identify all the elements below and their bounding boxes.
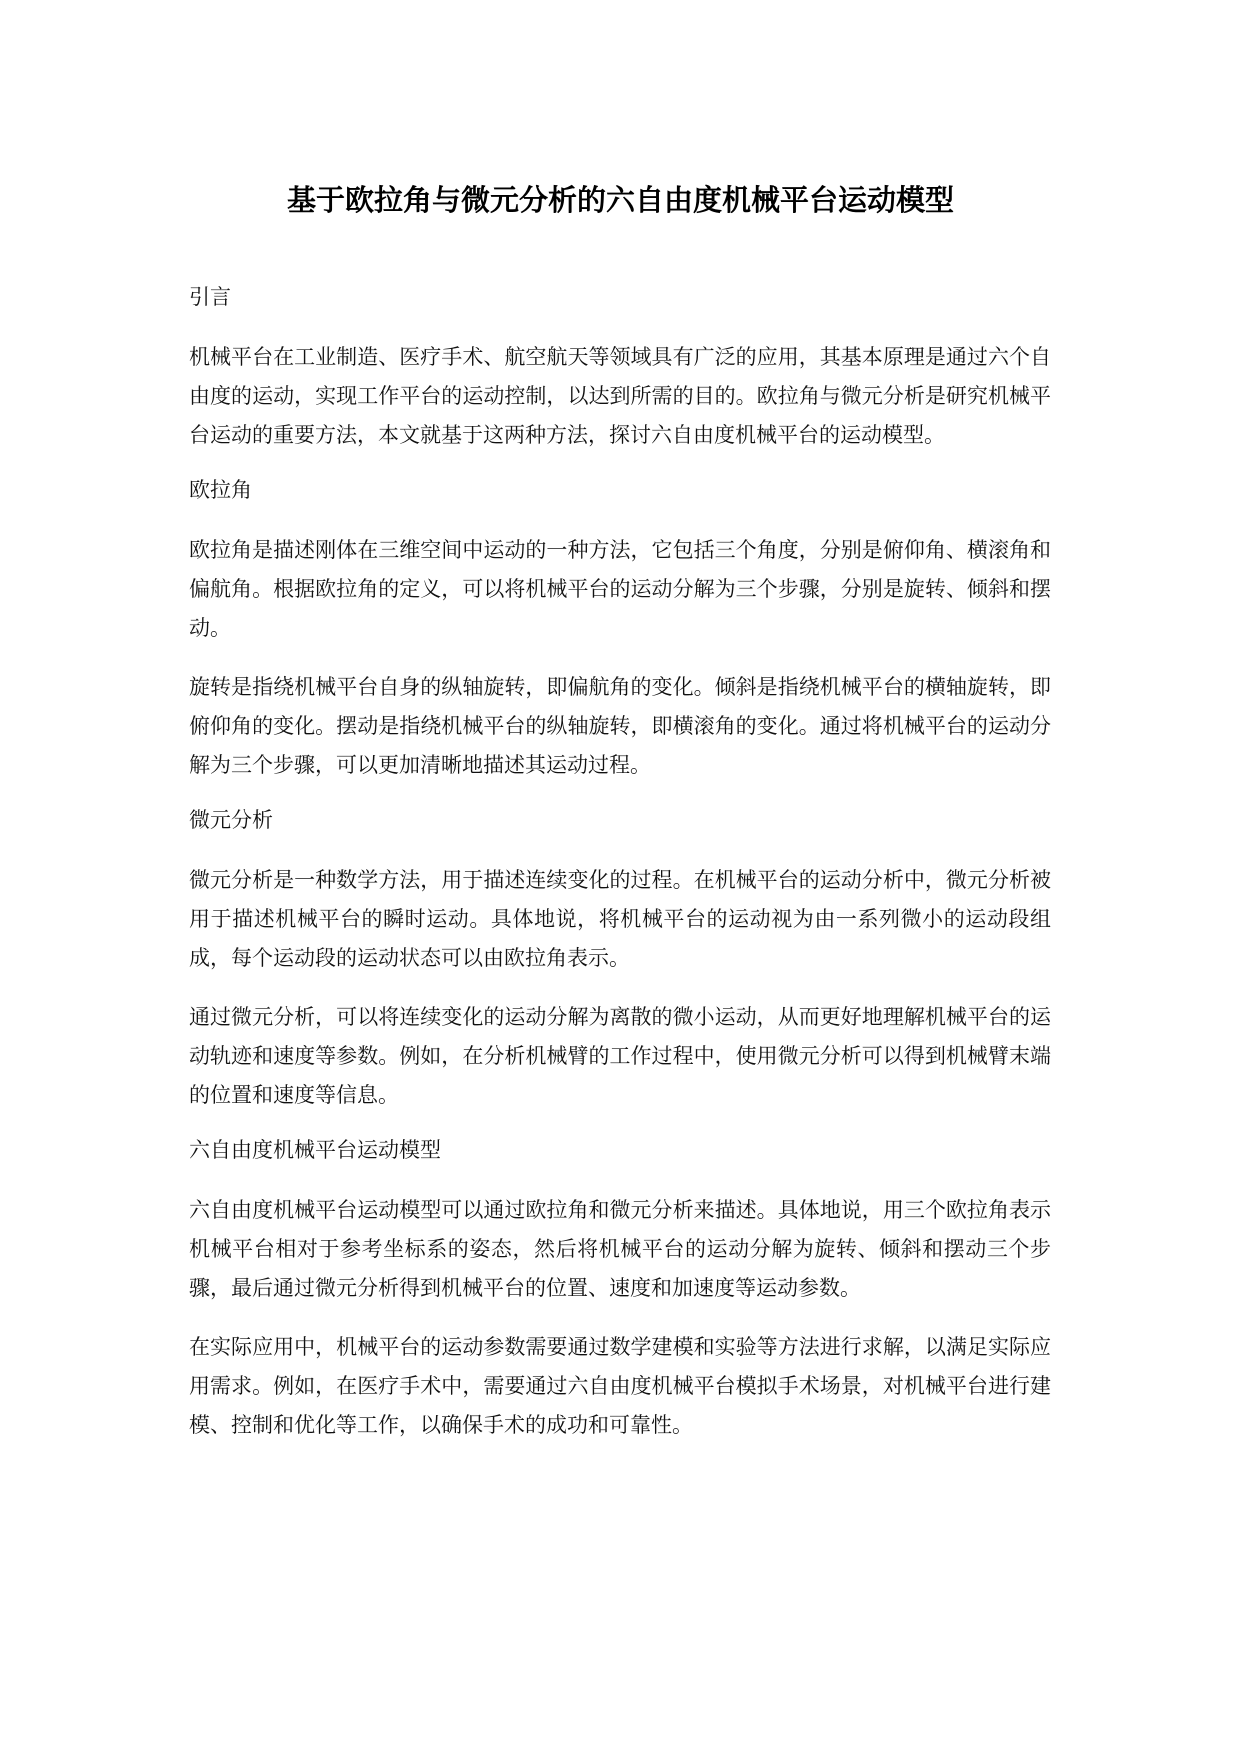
section-heading-motion-model: 六自由度机械平台运动模型 [189, 1138, 441, 1162]
paragraph: 旋转是指绕机械平台自身的纵轴旋转，即偏航角的变化。倾斜是指绕机械平台的横轴旋转，即俯仰角的变化。摆动是指绕机械平台的纵轴旋转，即横滚角的变化。通过将机械平台的运动分解为三个步骤，可以更加清晰地描述其运动过程。 [189, 675, 1051, 777]
document-body [189, 282, 1051, 1465]
paragraph: 机械平台在工业制造、医疗手术、航空航天等领域具有广泛的应用，其基本原理是通过六个自由度的运动，实现工作平台的运动控制，以达到所需的目的。欧拉角与微元分析是研究机械平台运动的重要方法，本文就基于这两种方法，探讨六自由度机械平台的运动模型。 [189, 345, 1051, 447]
paragraph: 欧拉角是描述刚体在三维空间中运动的一种方法，它包括三个角度，分别是俯仰角、横滚角和偏航角。根据欧拉角的定义，可以将机械平台的运动分解为三个步骤，分别是旋转、倾斜和摆动。 [189, 538, 1051, 640]
paragraph: 通过微元分析，可以将连续变化的运动分解为离散的微小运动，从而更好地理解机械平台的运动轨迹和速度等参数。例如，在分析机械臂的工作过程中，使用微元分析可以得到机械臂末端的位置和速度等信息。 [189, 1005, 1051, 1107]
section-heading-introduction: 引言 [189, 285, 231, 309]
document-title: 基于欧拉角与微元分析的六自由度机械平台运动模型 [286, 183, 954, 217]
paragraph: 六自由度机械平台运动模型可以通过欧拉角和微元分析来描述。具体地说，用三个欧拉角表示机械平台相对于参考坐标系的姿态，然后将机械平台的运动分解为旋转、倾斜和摆动三个步骤，最后通过微元分析得到机械平台的位置、速度和加速度等运动参数。 [189, 1198, 1051, 1300]
paragraph: 在实际应用中，机械平台的运动参数需要通过数学建模和实验等方法进行求解，以满足实际应用需求。例如，在医疗手术中，需要通过六自由度机械平台模拟手术场景，对机械平台进行建模、控制和优化等工作，以确保手术的成功和可靠性。 [189, 1335, 1051, 1437]
section-heading-euler-angles: 欧拉角 [189, 478, 252, 502]
paragraph: 微元分析是一种数学方法，用于描述连续变化的过程。在机械平台的运动分析中，微元分析被用于描述机械平台的瞬时运动。具体地说，将机械平台的运动视为由一系列微小的运动段组成，每个运动段的运动状态可以由欧拉角表示。 [189, 868, 1051, 970]
section-heading-micro-element-analysis: 微元分析 [189, 808, 273, 832]
